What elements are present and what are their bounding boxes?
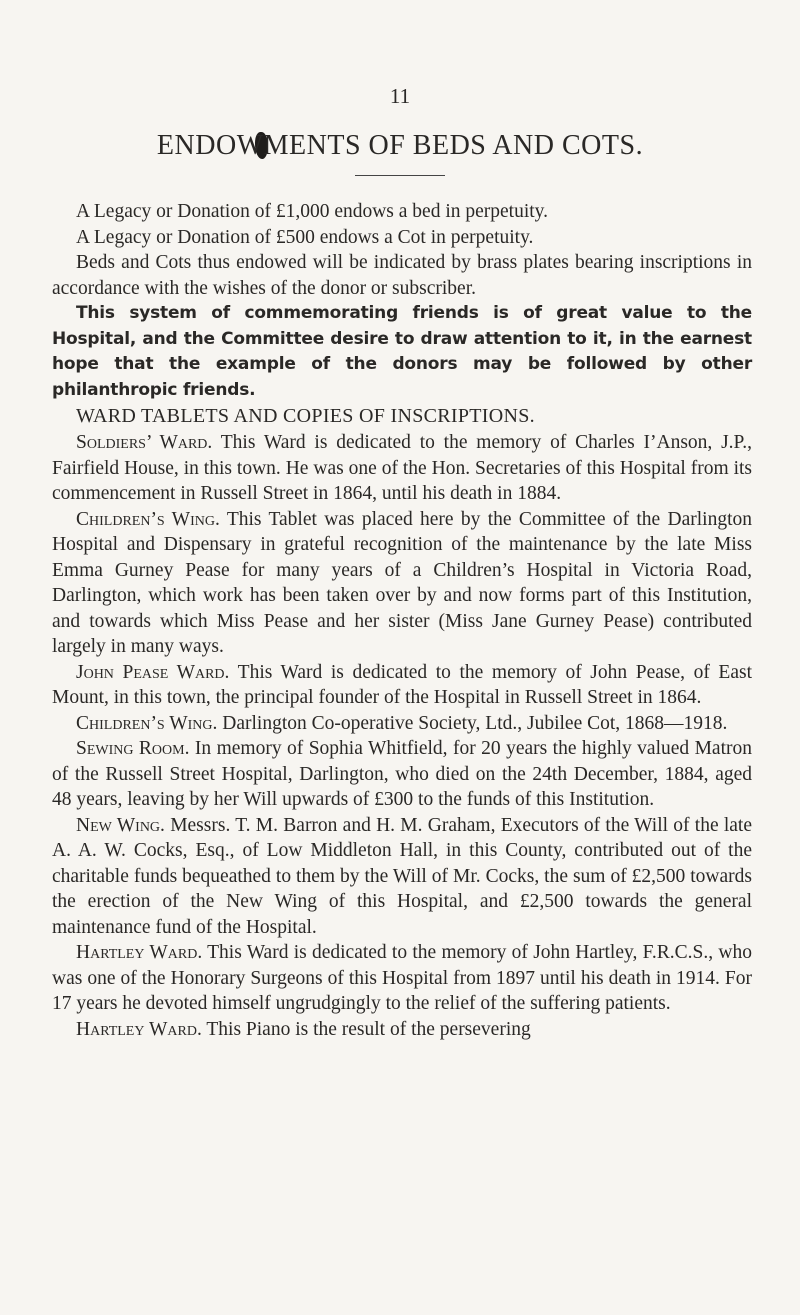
bold-notice: This system of commemorating friends is of great value to the Hospital, and the Committee desire to draw attention to it, in the earnest hope that the example of the donors may be followed by other philanthropic friends. <box>52 303 752 400</box>
entry-hartley-ward-dedication <box>52 940 752 1017</box>
document-body <box>52 199 752 1042</box>
entry-childrens-wing-tablet <box>52 507 752 660</box>
entry-text: This Ward is dedicated to the memory of Charles I’Anson, J.P., Fairfield House, in this town. He was one of the Hon. Secretaries of this Hospital from its commencement in Russell Street in 1864, until his death in 1884. <box>52 432 752 504</box>
entry-text: This Tablet was placed here by the Committee of the Darlington Hospital and Dispensary in grateful recognition of the maintenance by the late Miss Emma Gurney Pease for many years of a Children’s Hospital in Victoria Road, Darlington, which work has been taken over by and now forms part of this Institution, and towards which Miss Pease and her sister (Miss Jane Gurney Pease) contributed largely in many ways. <box>52 508 752 657</box>
entry-new-wing <box>52 813 752 941</box>
entry-heading: Children’s Wing. <box>76 508 220 530</box>
intro-paragraph-cot: A Legacy or Donation of £500 endows a Cot in perpetuity. <box>76 226 534 248</box>
page-title: ENDOWMENTS OF BEDS AND COTS. <box>156 130 644 161</box>
entry-soldiers-ward <box>52 430 752 507</box>
entry-sewing-room <box>52 736 752 813</box>
entry-heading: Sewing Room. <box>76 738 190 759</box>
entry-text: Darlington Co-operative Society, Ltd., Jubilee Cot, 1868—1918. <box>222 712 728 734</box>
section-heading: WARD TABLETS AND COPIES OF INSCRIPTIONS. <box>76 405 535 427</box>
entry-childrens-wing-cot <box>52 711 752 737</box>
entry-heading: John Pease Ward. <box>76 661 230 683</box>
entry-text: In memory of Sophia Whitfield, for 20 years the highly valued Matron of the Russell Street Hospital, Darlington, who died on the 24th December, 1884, aged 48 years, leaving by her Will upwards of £300 to the funds of this Institution. <box>52 738 753 810</box>
intro-paragraph-plates: Beds and Cots thus endowed will be indicated by brass plates bearing inscriptions in accordance with the wishes of the donor or subscriber. <box>52 252 752 299</box>
entry-text: This Ward is dedicated to the memory of John Hartley, F.R.C.S., who was one of the Honorary Surgeons of this Hospital from 1897 until his death in 1914. For 17 years he devoted himself ungrudgingly to the relief of the suffering patients. <box>52 942 752 1014</box>
intro-paragraph-bed: A Legacy or Donation of £1,000 endows a bed in perpetuity. <box>76 201 549 222</box>
page-number: 11 <box>389 84 411 108</box>
entry-hartley-ward-piano <box>52 1017 752 1043</box>
entry-text: This Piano is the result of the persevering <box>206 1018 531 1040</box>
entry-text: Messrs. T. M. Barron and H. M. Graham, Executors of the Will of the late A. A. W. Cocks, Esq., of Low Middleton Hall, in this County, contributed out of the charitable funds bequeathed to them by the Will of Mr. Cocks, the sum of £2,500 towards the erection of the New Wing of this Hospital, and £2,500 towards the general maintenance fund of the Hospital. <box>52 814 752 938</box>
entry-text: This Ward is dedicated to the memory of John Pease, of East Mount, in this town, the principal founder of the Hospital in Russell Street in 1864. <box>52 661 752 708</box>
entry-heading: Soldiers’ Ward. <box>76 432 213 453</box>
title-underline <box>355 175 445 176</box>
entry-john-pease-ward <box>52 660 752 711</box>
entry-heading: New Wing. <box>76 814 165 836</box>
entry-heading: Children’s Wing. <box>76 712 218 734</box>
entry-heading: Hartley Ward. <box>76 1018 202 1040</box>
entry-heading: Hartley Ward. <box>76 942 203 963</box>
